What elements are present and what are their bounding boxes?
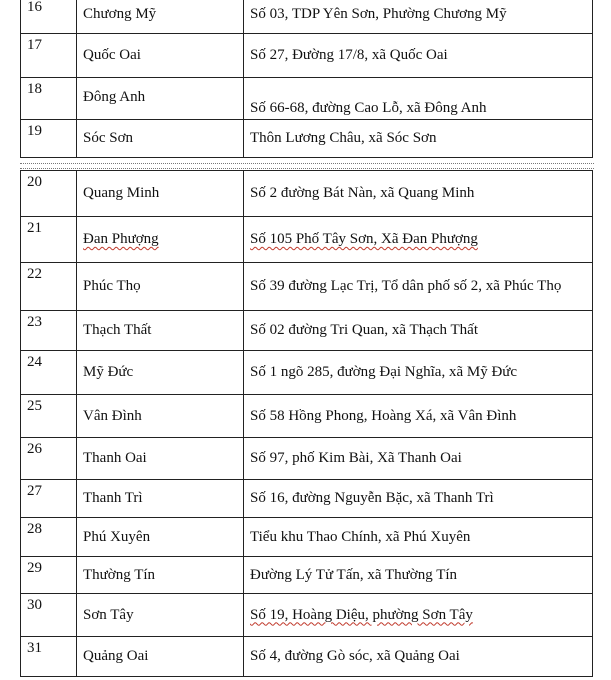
- row-number: 25: [21, 395, 77, 438]
- row-number: 27: [21, 480, 77, 518]
- table-row: [21, 518, 593, 557]
- table-row: [21, 0, 593, 34]
- table-row: [21, 311, 593, 351]
- branch-address[interactable]: Số 03, TDP Yên Sơn, Phường Chương Mỹ: [244, 0, 593, 34]
- branch-name[interactable]: Quốc Oai: [77, 34, 244, 78]
- branch-address[interactable]: Số 27, Đường 17/8, xã Quốc Oai: [244, 34, 593, 78]
- branch-address[interactable]: Số 19, Hoàng Diệu, phường Sơn Tây: [244, 594, 593, 637]
- table-row: [21, 395, 593, 438]
- branch-address[interactable]: Số 58 Hồng Phong, Hoàng Xá, xã Vân Đình: [244, 395, 593, 438]
- table-row: [21, 637, 593, 677]
- table-row: [21, 78, 593, 120]
- row-number: 22: [21, 263, 77, 311]
- branch-name[interactable]: Phúc Thọ: [77, 263, 244, 311]
- branch-address[interactable]: Số 105 Phố Tây Sơn, Xã Đan Phượng: [244, 217, 593, 263]
- branch-name[interactable]: Quang Minh: [77, 171, 244, 217]
- branch-name[interactable]: Phú Xuyên: [77, 518, 244, 557]
- branch-address[interactable]: Số 1 ngõ 285, đường Đại Nghĩa, xã Mỹ Đức: [244, 351, 593, 395]
- branch-table-top: [20, 0, 593, 158]
- table-row: [21, 34, 593, 78]
- table-row: [21, 217, 593, 263]
- branch-address[interactable]: Số 4, đường Gò sóc, xã Quảng Oai: [244, 637, 593, 677]
- row-number: 24: [21, 351, 77, 395]
- table-row: [21, 594, 593, 637]
- page-break-line: [20, 168, 594, 169]
- branch-name[interactable]: Thạch Thất: [77, 311, 244, 351]
- table-row: [21, 263, 593, 311]
- branch-name[interactable]: Đông Anh: [77, 78, 244, 120]
- branch-name[interactable]: Sơn Tây: [77, 594, 244, 637]
- row-number: 26: [21, 438, 77, 480]
- row-number: 21: [21, 217, 77, 263]
- branch-name[interactable]: Thanh Trì: [77, 480, 244, 518]
- table-row: [21, 171, 593, 217]
- branch-name[interactable]: Thường Tín: [77, 557, 244, 594]
- branch-address[interactable]: Đường Lý Tử Tấn, xã Thường Tín: [244, 557, 593, 594]
- row-number: 18: [21, 78, 77, 120]
- branch-address[interactable]: Số 97, phố Kim Bài, Xã Thanh Oai: [244, 438, 593, 480]
- row-number: 19: [21, 120, 77, 158]
- branch-name[interactable]: Đan Phượng: [77, 217, 244, 263]
- row-number: 23: [21, 311, 77, 351]
- branch-address[interactable]: Số 02 đường Tri Quan, xã Thạch Thất: [244, 311, 593, 351]
- branch-address[interactable]: Số 16, đường Nguyễn Bặc, xã Thanh Trì: [244, 480, 593, 518]
- row-number: 28: [21, 518, 77, 557]
- branch-address[interactable]: Số 2 đường Bát Nàn, xã Quang Minh: [244, 171, 593, 217]
- row-number: 31: [21, 637, 77, 677]
- row-number: 16: [21, 0, 77, 34]
- table-row: [21, 351, 593, 395]
- branch-address[interactable]: Tiểu khu Thao Chính, xã Phú Xuyên: [244, 518, 593, 557]
- branch-name[interactable]: Sóc Sơn: [77, 120, 244, 158]
- table-row: [21, 480, 593, 518]
- branch-address[interactable]: Số 39 đường Lạc Trị, Tổ dân phố số 2, xã Phúc Thọ: [244, 263, 593, 311]
- branch-name[interactable]: Chương Mỹ: [77, 0, 244, 34]
- row-number: 30: [21, 594, 77, 637]
- branch-table-bottom: [20, 170, 593, 677]
- table-row: [21, 438, 593, 480]
- table-row: [21, 120, 593, 158]
- table-row: [21, 557, 593, 594]
- page-break-line: [20, 163, 594, 164]
- branch-name[interactable]: Vân Đình: [77, 395, 244, 438]
- branch-name[interactable]: Thanh Oai: [77, 438, 244, 480]
- branch-address[interactable]: Số 66-68, đường Cao Lỗ, xã Đông Anh: [244, 78, 593, 120]
- row-number: 29: [21, 557, 77, 594]
- row-number: 20: [21, 171, 77, 217]
- row-number: 17: [21, 34, 77, 78]
- branch-name[interactable]: Quảng Oai: [77, 637, 244, 677]
- branch-name[interactable]: Mỹ Đức: [77, 351, 244, 395]
- branch-address[interactable]: Thôn Lương Châu, xã Sóc Sơn: [244, 120, 593, 158]
